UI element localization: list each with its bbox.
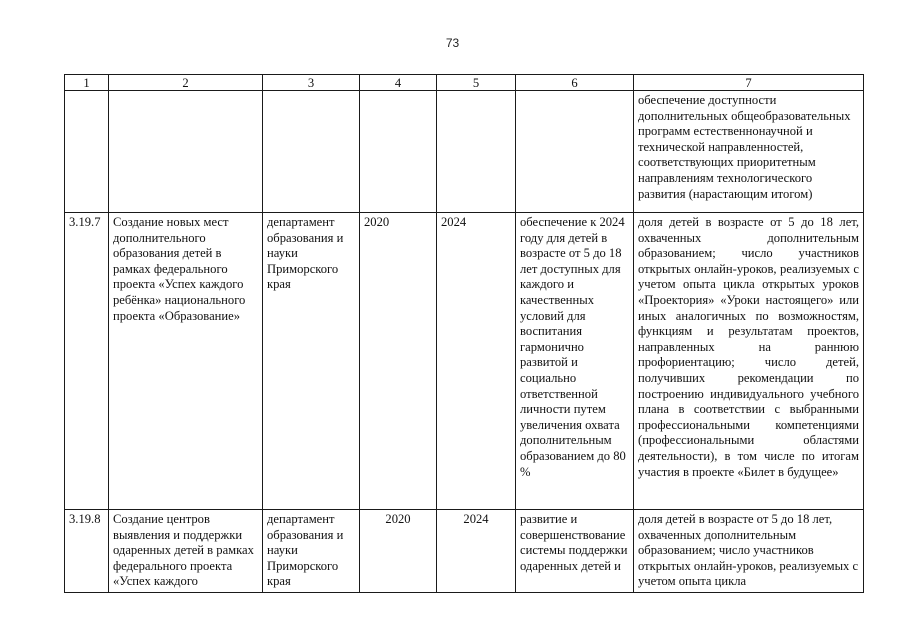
cell-measure-name: Создание центров выявления и поддержки одаренных детей в рамках федерального проекта «Успех каждого (109, 510, 263, 593)
header-row (65, 75, 864, 91)
cell-start-year: 2020 (360, 213, 437, 510)
cell-indicator-link: обеспечение доступности дополнительных общеобразовательных программ естественнонаучной и технической направленностей, соответствующих приоритетным направлениям технологического развития (нарастающим итогом) (634, 91, 864, 213)
cell-end-year: 2024 (437, 213, 516, 510)
cell-start-year: 2020 (360, 510, 437, 593)
cell-responsible-executor (263, 91, 360, 213)
cell-expected-result (516, 91, 634, 213)
page-number: 73 (445, 36, 460, 50)
cell-responsible-executor: департамент образования и науки Приморского края (263, 510, 360, 593)
document-table (64, 74, 864, 593)
cell-end-year (437, 91, 516, 213)
table-row (65, 213, 864, 510)
cell-expected-result: обеспечение к 2024 году для детей в возрасте от 5 до 18 лет доступных для каждого и качественных условий для воспитания гармонично развитой и социально ответственной личности путем увеличения охвата дополнительным образованием до 80 % (516, 213, 634, 510)
column-header-2: 2 (109, 75, 263, 91)
column-header-6: 6 (516, 75, 634, 91)
cell-start-year (360, 91, 437, 213)
column-header-4: 4 (360, 75, 437, 91)
table-header (65, 75, 864, 91)
column-header-3: 3 (263, 75, 360, 91)
cell-item-number (65, 91, 109, 213)
cell-measure-name (109, 91, 263, 213)
cell-expected-result: развитие и совершенствование системы поддержки одаренных детей и (516, 510, 634, 593)
column-header-7: 7 (634, 75, 864, 91)
table-row (65, 91, 864, 213)
cell-indicator-link: доля детей в возрасте от 5 до 18 лет, охваченных дополнительным образованием; число участников открытых онлайн-уроков, реализуемых с учетом опыта цикла (634, 510, 864, 593)
table-row (65, 510, 864, 593)
cell-indicator-link: доля детей в возрасте от 5 до 18 лет, охваченных дополнительным образованием; число участников открытых онлайн-уроков, реализуемых с учетом опыта цикла открытых уроков «Проектория» «Уроки настоящего» или иных аналогичных по возможностям, функциям и результатам проектов, направленных на раннюю профориентацию; число детей, получивших рекомендации по построению индивидуального учебного плана в соответствии с выбранными профессиональными компетенциями (профессиональными областями деятельности), в том числе по итогам участия в проекте «Билет в будущее» (634, 213, 864, 510)
cell-item-number: 3.19.7 (65, 213, 109, 510)
cell-responsible-executor: департамент образования и науки Приморского края (263, 213, 360, 510)
column-header-5: 5 (437, 75, 516, 91)
cell-end-year: 2024 (437, 510, 516, 593)
cell-item-number: 3.19.8 (65, 510, 109, 593)
table-body (65, 91, 864, 593)
column-header-1: 1 (65, 75, 109, 91)
cell-measure-name: Создание новых мест дополнительного образования детей в рамках федерального проекта «Успех каждого ребёнка» национального проекта «Образование» (109, 213, 263, 510)
